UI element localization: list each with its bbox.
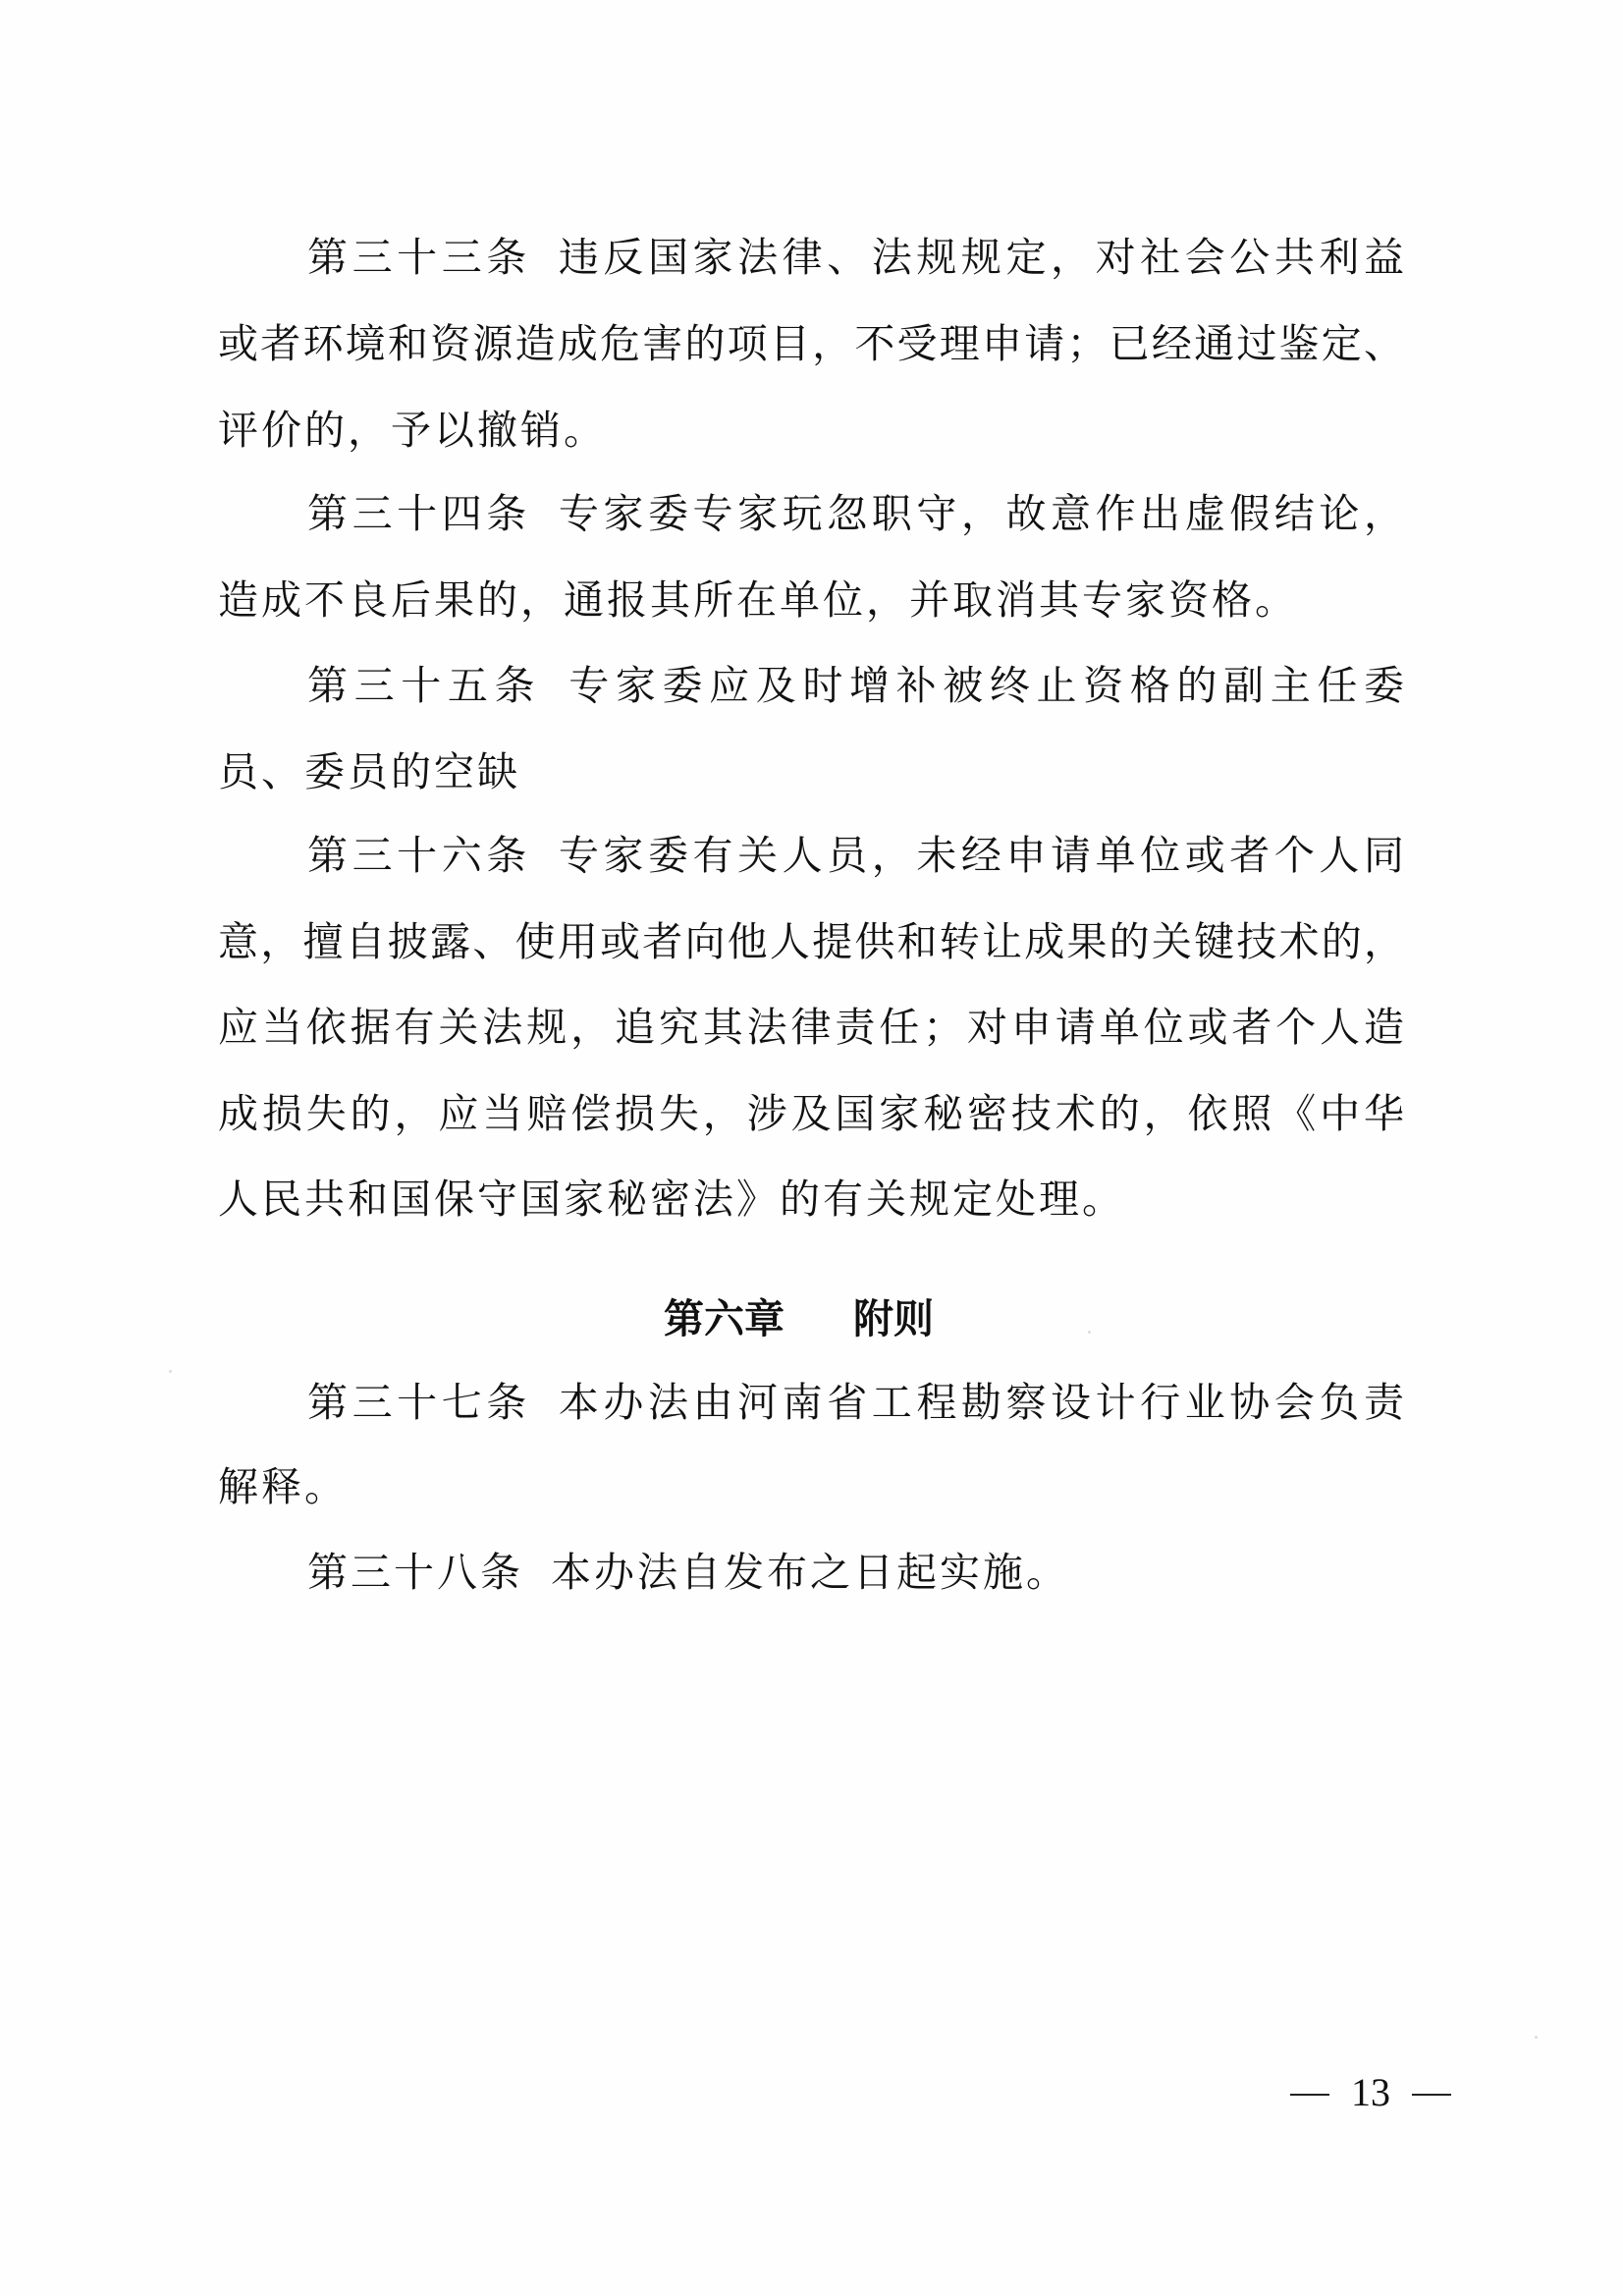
scan-speck [1088, 1331, 1091, 1334]
scan-speck [1535, 2036, 1538, 2039]
article-line: 成损失的，应当赔偿损失，涉及国家秘密技术的，依照《中华 [218, 1090, 1404, 1137]
article-label: 第三十六条 [307, 832, 531, 879]
article-line [307, 1549, 1404, 1596]
article-line [307, 234, 1404, 281]
article-line: 解释。 [218, 1463, 348, 1510]
article-text: 本办法自发布之日起实施。 [551, 1549, 1069, 1596]
dash-left [1290, 2094, 1329, 2096]
page-number-value: 13 [1351, 2070, 1390, 2114]
chapter-title: 附则 [853, 1295, 934, 1342]
article-line: 或者环境和资源造成危害的项目，不受理申请；已经通过鉴定、 [218, 320, 1404, 367]
article-text: 违反国家法律、法规规定，对社会公共利益 [558, 234, 1404, 281]
article-line [307, 1379, 1404, 1426]
article-line: 造成不良后果的，通报其所在单位，并取消其专家资格。 [218, 576, 1298, 624]
article-line: 应当依据有关法规，追究其法律责任；对申请单位或者个人造 [218, 1004, 1404, 1051]
article-line [307, 832, 1404, 879]
article-text: 本办法由河南省工程勘察设计行业协会负责 [558, 1379, 1404, 1426]
article-label: 第三十三条 [307, 234, 531, 281]
article-label: 第三十五条 [307, 662, 542, 709]
article-line: 意，擅自披露、使用或者向他人提供和转让成果的关键技术的， [218, 918, 1404, 965]
article-text: 专家委有关人员，未经申请单位或者个人同 [558, 832, 1404, 879]
chapter-number: 第六章 [664, 1295, 784, 1342]
article-label: 第三十七条 [307, 1379, 531, 1426]
article-text: 专家委应及时增补被终止资格的副主任委 [568, 662, 1405, 709]
chapter-heading [664, 1294, 934, 1343]
article-line [307, 662, 1404, 709]
article-line: 员、委员的空缺 [218, 748, 520, 795]
article-label: 第三十八条 [307, 1549, 523, 1596]
dash-right [1412, 2094, 1451, 2096]
article-line [307, 490, 1404, 537]
page-number [1269, 2070, 1473, 2115]
article-text: 专家委专家玩忽职守，故意作出虚假结论， [558, 490, 1404, 537]
article-line: 评价的，予以撤销。 [218, 407, 607, 454]
scan-speck [169, 1370, 172, 1373]
article-line: 人民共和国保守国家秘密法》的有关规定处理。 [218, 1175, 1125, 1223]
article-label: 第三十四条 [307, 490, 531, 537]
